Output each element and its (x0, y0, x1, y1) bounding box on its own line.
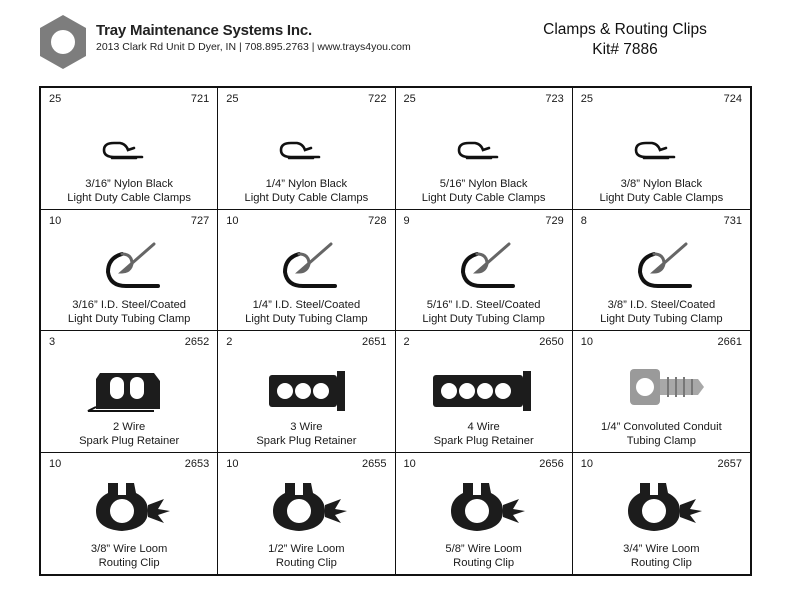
part-cell (218, 88, 395, 210)
part-cell (41, 88, 218, 210)
quantity: 10 (49, 214, 62, 227)
part-number: 721 (190, 93, 210, 105)
part-description (218, 542, 394, 570)
description-line-1: 2 Wire (112, 420, 146, 433)
kit-title: Clamps & Routing Clips (543, 21, 707, 38)
description-line-2: Tubing Clamp (626, 434, 696, 447)
part-description (573, 420, 750, 448)
hex-nut-logo-icon (38, 14, 88, 70)
description-line-2: Light Duty Tubing Clamp (600, 313, 723, 325)
part-description (396, 177, 572, 205)
two-wire-retainer-icon (74, 353, 184, 415)
description-line-2: Routing Clip (630, 557, 692, 569)
description-line-1: 5/16” Nylon Black (439, 177, 528, 190)
conduit-clamp-icon (606, 353, 716, 415)
part-cell (573, 88, 750, 210)
part-description (573, 542, 750, 570)
part-description (396, 542, 572, 570)
part-number: 2650 (539, 336, 564, 348)
part-cell (218, 210, 395, 332)
description-line-1: 1/2” Wire Loom (268, 543, 345, 555)
part-description (396, 420, 572, 448)
three-wire-retainer-icon (251, 353, 361, 415)
parts-grid (39, 86, 752, 576)
part-number: 727 (190, 214, 210, 227)
wire-loom-clip-icon (429, 475, 539, 537)
nylon-cable-clamp-icon (74, 110, 184, 172)
four-wire-retainer-icon (429, 353, 539, 415)
part-number: 728 (368, 214, 387, 227)
wire-loom-clip-icon (251, 475, 361, 537)
description-line-1: 3/8” I.D. Steel/Coated (607, 299, 716, 311)
part-description (41, 177, 217, 205)
description-line-2: Light Duty Tubing Clamp (245, 313, 368, 325)
description-line-1: 4 Wire (467, 420, 500, 433)
kit-title-block (520, 20, 730, 60)
quantity: 10 (403, 457, 416, 470)
description-line-1: 1/4” I.D. Steel/Coated (252, 299, 361, 311)
part-number: 2651 (362, 336, 387, 348)
company-contact-info: 2013 Clark Rd Unit D Dyer, IN | 708.895.2763 | www.trays4you.com (96, 41, 411, 53)
part-cell (396, 88, 573, 210)
part-cell (396, 453, 573, 575)
part-cell (573, 453, 750, 575)
tubing-clamp-icon (606, 232, 716, 294)
description-line-1: 3/4” Wire Loom (623, 543, 700, 555)
part-number: 729 (545, 214, 564, 227)
description-line-2: Spark Plug Retainer (256, 434, 357, 447)
part-cell (573, 331, 750, 453)
part-cell (218, 453, 395, 575)
description-line-1: 3/16” Nylon Black (85, 177, 173, 190)
description-line-2: Light Duty Tubing Clamp (422, 313, 545, 325)
kit-number: Kit# 7886 (592, 41, 658, 58)
part-description (218, 420, 394, 448)
nylon-cable-clamp-icon (606, 110, 716, 172)
quantity: 10 (49, 457, 62, 470)
part-cell (573, 210, 750, 332)
description-line-1: 3/16” I.D. Steel/Coated (72, 299, 187, 311)
quantity: 2 (403, 336, 410, 348)
part-description (41, 298, 217, 326)
quantity: 2 (226, 336, 233, 348)
description-line-2: Spark Plug Retainer (79, 434, 180, 447)
description-line-2: Light Duty Cable Clamps (244, 191, 369, 204)
part-description (396, 298, 572, 326)
part-number: 723 (545, 93, 564, 105)
part-description (41, 542, 217, 570)
part-number: 2655 (362, 457, 387, 470)
quantity: 10 (226, 457, 239, 470)
quantity: 25 (226, 93, 239, 105)
part-cell (41, 331, 218, 453)
description-line-2: Light Duty Cable Clamps (67, 191, 191, 204)
description-line-2: Light Duty Tubing Clamp (67, 313, 191, 325)
part-cell (396, 210, 573, 332)
description-line-2: Routing Clip (275, 557, 337, 569)
description-line-1: 5/16” I.D. Steel/Coated (426, 299, 541, 311)
part-number: 2653 (184, 457, 210, 470)
quantity: 10 (580, 457, 593, 470)
header (0, 0, 792, 80)
part-number: 2652 (184, 336, 210, 348)
part-description (573, 298, 750, 326)
wire-loom-clip-icon (606, 475, 716, 537)
part-cell (396, 331, 573, 453)
part-description (218, 177, 394, 205)
part-description (573, 177, 750, 205)
part-number: 2661 (717, 336, 742, 348)
part-number: 731 (723, 214, 742, 227)
nylon-cable-clamp-icon (251, 110, 361, 172)
part-cell (41, 453, 218, 575)
quantity: 25 (403, 93, 416, 105)
quantity: 8 (580, 214, 587, 227)
description-line-2: Spark Plug Retainer (433, 434, 534, 447)
company-name: Tray Maintenance Systems Inc. (96, 22, 312, 39)
description-line-1: 1/4” Convoluted Conduit (601, 420, 722, 433)
description-line-2: Routing Clip (98, 557, 160, 569)
quantity: 10 (580, 336, 593, 348)
description-line-1: 3/8” Wire Loom (90, 543, 168, 555)
wire-loom-clip-icon (74, 475, 184, 537)
part-number: 722 (368, 93, 387, 105)
description-line-2: Light Duty Cable Clamps (599, 191, 724, 204)
description-line-1: 5/8” Wire Loom (445, 543, 522, 555)
tubing-clamp-icon (429, 232, 539, 294)
part-number: 724 (723, 93, 742, 105)
tubing-clamp-icon (74, 232, 184, 294)
part-cell (41, 210, 218, 332)
description-line-1: 3 Wire (290, 420, 323, 433)
part-description (218, 298, 394, 326)
description-line-1: 3/8” Nylon Black (620, 177, 703, 190)
quantity: 25 (49, 93, 62, 105)
part-number: 2656 (539, 457, 564, 470)
part-number: 2657 (717, 457, 742, 470)
description-line-1: 1/4” Nylon Black (265, 177, 348, 190)
quantity: 9 (403, 214, 410, 227)
quantity: 3 (49, 336, 56, 348)
part-description (41, 420, 217, 448)
part-cell (218, 331, 395, 453)
description-line-2: Light Duty Cable Clamps (421, 191, 546, 204)
tubing-clamp-icon (251, 232, 361, 294)
quantity: 10 (226, 214, 239, 227)
description-line-2: Routing Clip (453, 557, 515, 569)
quantity: 25 (580, 93, 593, 105)
nylon-cable-clamp-icon (429, 110, 539, 172)
